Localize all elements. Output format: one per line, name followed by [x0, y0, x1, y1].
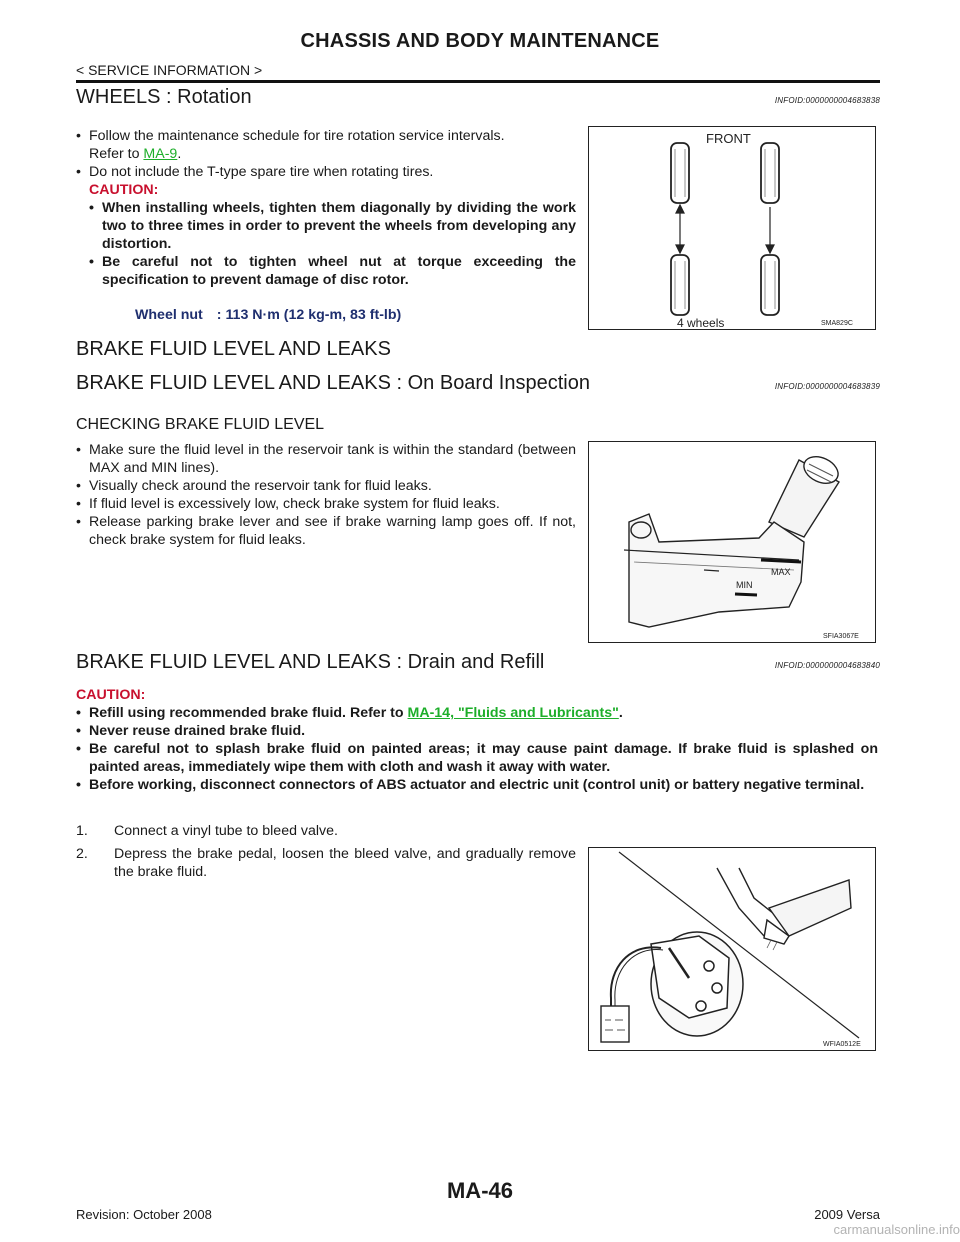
figure-id: SFIA3067E: [823, 633, 859, 640]
page-header-title: CHASSIS AND BODY MAINTENANCE: [300, 30, 660, 52]
figure-id: WFIA0512E: [823, 1041, 861, 1048]
wheels-instructions: [76, 127, 576, 289]
section-heading-brake-fluid: BRAKE FLUID LEVEL AND LEAKS: [76, 338, 391, 360]
watermark: carmanualsonline.info: [833, 1222, 960, 1237]
link-ma-14-fluids[interactable]: MA-14, "Fluids and Lubricants": [407, 705, 619, 721]
caution-item: • Be careful not to splash brake fluid on painted areas; it may cause paint damage. If brake fluid is splashed on painted areas, immediately wipe them with cloth and wash it away with water.: [76, 741, 878, 775]
page-number: MA-46: [446, 1178, 513, 1203]
caution-label: CAUTION:: [76, 687, 146, 703]
reservoir-diagram: [589, 442, 875, 642]
inspection-instructions: [76, 441, 576, 549]
header-divider: [76, 80, 880, 83]
spec-wheel-nut: Wheel nut : 113 N·m (12 kg-m, 83 ft-lb): [135, 307, 402, 323]
drain-caution: [76, 686, 878, 794]
list-item: • Release parking brake lever and see if brake warning lamp goes off. If not, check brake system for fluid leaks.: [76, 514, 576, 548]
label-max: MAX: [771, 567, 791, 577]
bleeding-diagram: [589, 848, 875, 1050]
caution-item: • Before working, disconnect connectors of ABS actuator and electric unit (control unit) or battery negative terminal.: [76, 777, 865, 793]
list-item: • Do not include the T-type spare tire when rotating tires.: [76, 164, 434, 180]
link-ma-9[interactable]: MA-9: [143, 146, 178, 162]
tire-rotation-diagram: [589, 127, 875, 329]
footer-revision: Revision: October 2008: [76, 1207, 212, 1222]
figure-tire-rotation: [588, 126, 876, 330]
figure-id: SMA829C: [821, 320, 853, 327]
list-item: • Follow the maintenance schedule for tire rotation service intervals. Refer to MA-9.: [76, 128, 505, 162]
list-item: • If fluid level is excessively low, check brake system for fluid leaks.: [76, 496, 500, 512]
caution-item: • Refill using recommended brake fluid. Refer to MA-14, "Fluids and Lubricants".: [76, 705, 623, 721]
section-heading-on-board-inspection: BRAKE FLUID LEVEL AND LEAKS : On Board Inspection: [76, 372, 590, 394]
subheading-checking-brake-fluid: CHECKING BRAKE FLUID LEVEL: [76, 416, 325, 433]
section-heading-drain-refill: BRAKE FLUID LEVEL AND LEAKS : Drain and Refill: [76, 651, 545, 673]
figure-brake-bleeding: [588, 847, 876, 1051]
list-item: • Visually check around the reservoir tank for fluid leaks.: [76, 478, 432, 494]
label-front: FRONT: [706, 131, 751, 146]
caution-item: • Be careful not to tighten wheel nut at torque exceeding the specification to prevent damage of disc rotor.: [89, 254, 576, 288]
step-2: 2. Depress the brake pedal, loosen the bleed valve, and gradually remove the brake fluid.: [76, 846, 576, 880]
infoid-wheels: INFOID:0000000004683838: [774, 96, 880, 105]
infoid-inspection: INFOID:0000000004683839: [774, 382, 880, 391]
label-4-wheels: 4 wheels: [677, 316, 725, 329]
list-item: • Make sure the fluid level in the reservoir tank is within the standard (between MAX and MIN lines).: [76, 442, 576, 476]
caution-label: CAUTION:: [89, 182, 159, 198]
section-heading-wheels-rotation: WHEELS : Rotation: [76, 86, 252, 108]
step-1: 1. Connect a vinyl tube to bleed valve.: [76, 823, 338, 839]
caution-item: • When installing wheels, tighten them diagonally by dividing the work two to three times in order to prevent the wheels from developing any distortion.: [89, 200, 576, 252]
figure-brake-reservoir: [588, 441, 876, 643]
label-min: MIN: [736, 580, 753, 590]
page-header-subtitle: < SERVICE INFORMATION >: [76, 62, 263, 78]
infoid-drain: INFOID:0000000004683840: [774, 661, 880, 670]
caution-item: • Never reuse drained brake fluid.: [76, 723, 306, 739]
footer-model: 2009 Versa: [814, 1207, 880, 1222]
